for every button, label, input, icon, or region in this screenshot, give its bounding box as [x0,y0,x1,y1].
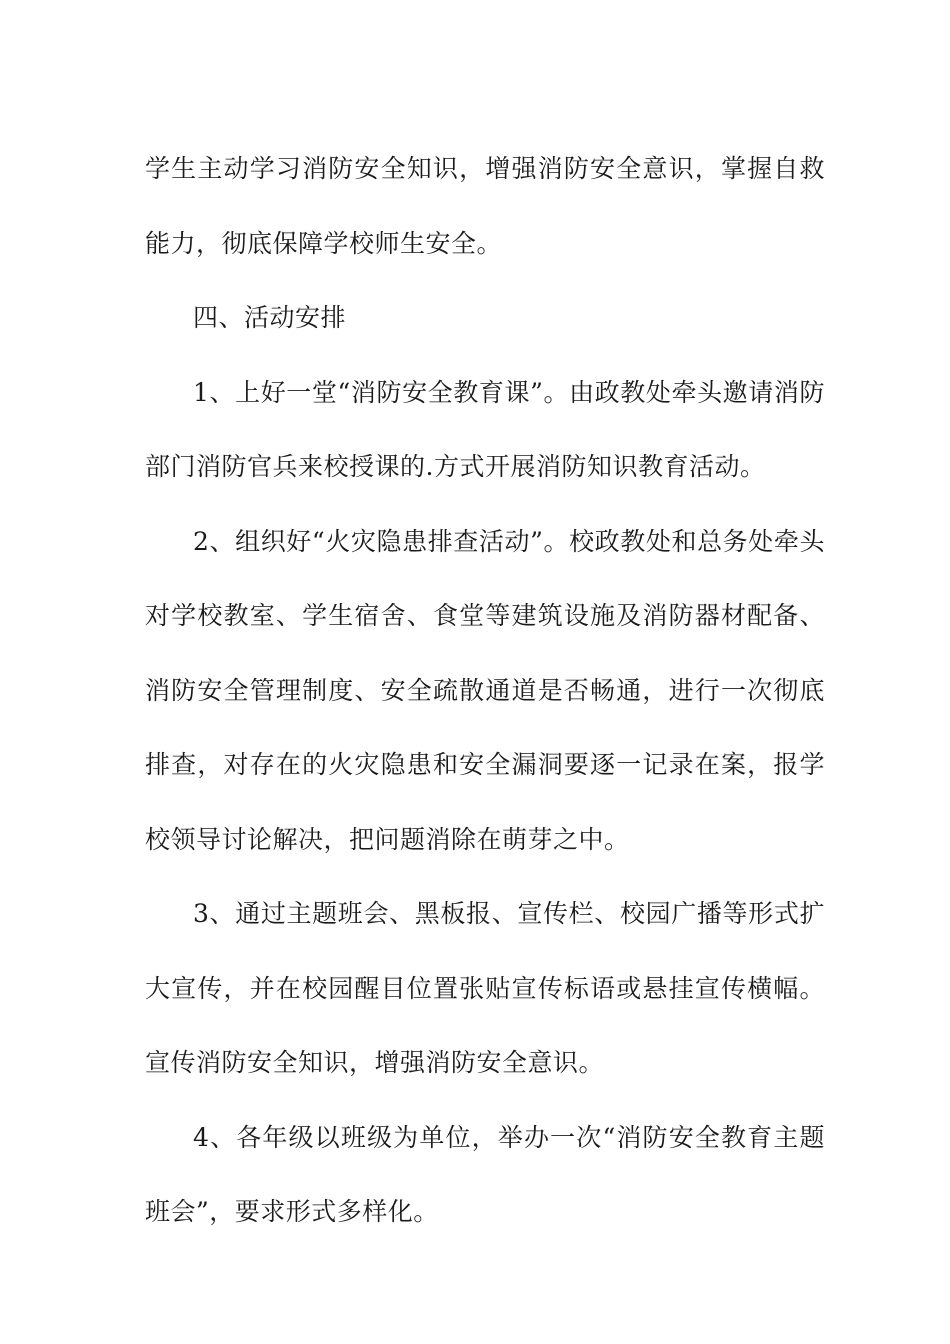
paragraph-item-4: 4、各年级以班级为单位，举办一次“消防安全教育主题班会”，要求形式多样化。 [145,1122,825,1226]
section-heading-activity-arrangement: 四、活动安排 [193,303,347,332]
paragraph-item-2: 2、组织好“火灾隐患排查活动”。校政教处和总务处牵头对学校教室、学生宿舍、食堂等建筑设施及消防器材配备、消防安全管理制度、安全疏散通道是否畅通，进行一次彻底排查，对存在的火灾隐患和安全漏洞要逐一记录在案，报学校领导讨论解决，把问题消除在萌芽之中。 [145,526,825,854]
paragraph-item-3: 3、通过主题班会、黑板报、宣传栏、校园广播等形式扩大宣传，并在校园醒目位置张贴宣传标语或悬挂宣传横幅。宣传消防安全知识，增强消防安全意识。 [145,899,825,1077]
paragraph-item-1: 1、上好一堂“消防安全教育课”。由政教处牵头邀请消防部门消防官兵来校授课的.方式开展消防知识教育活动。 [145,377,825,481]
paragraph-continuation: 学生主动学习消防安全知识，增强消防安全意识，掌握自救能力，彻底保障学校师生安全。 [145,154,825,258]
document-body [145,132,825,1250]
